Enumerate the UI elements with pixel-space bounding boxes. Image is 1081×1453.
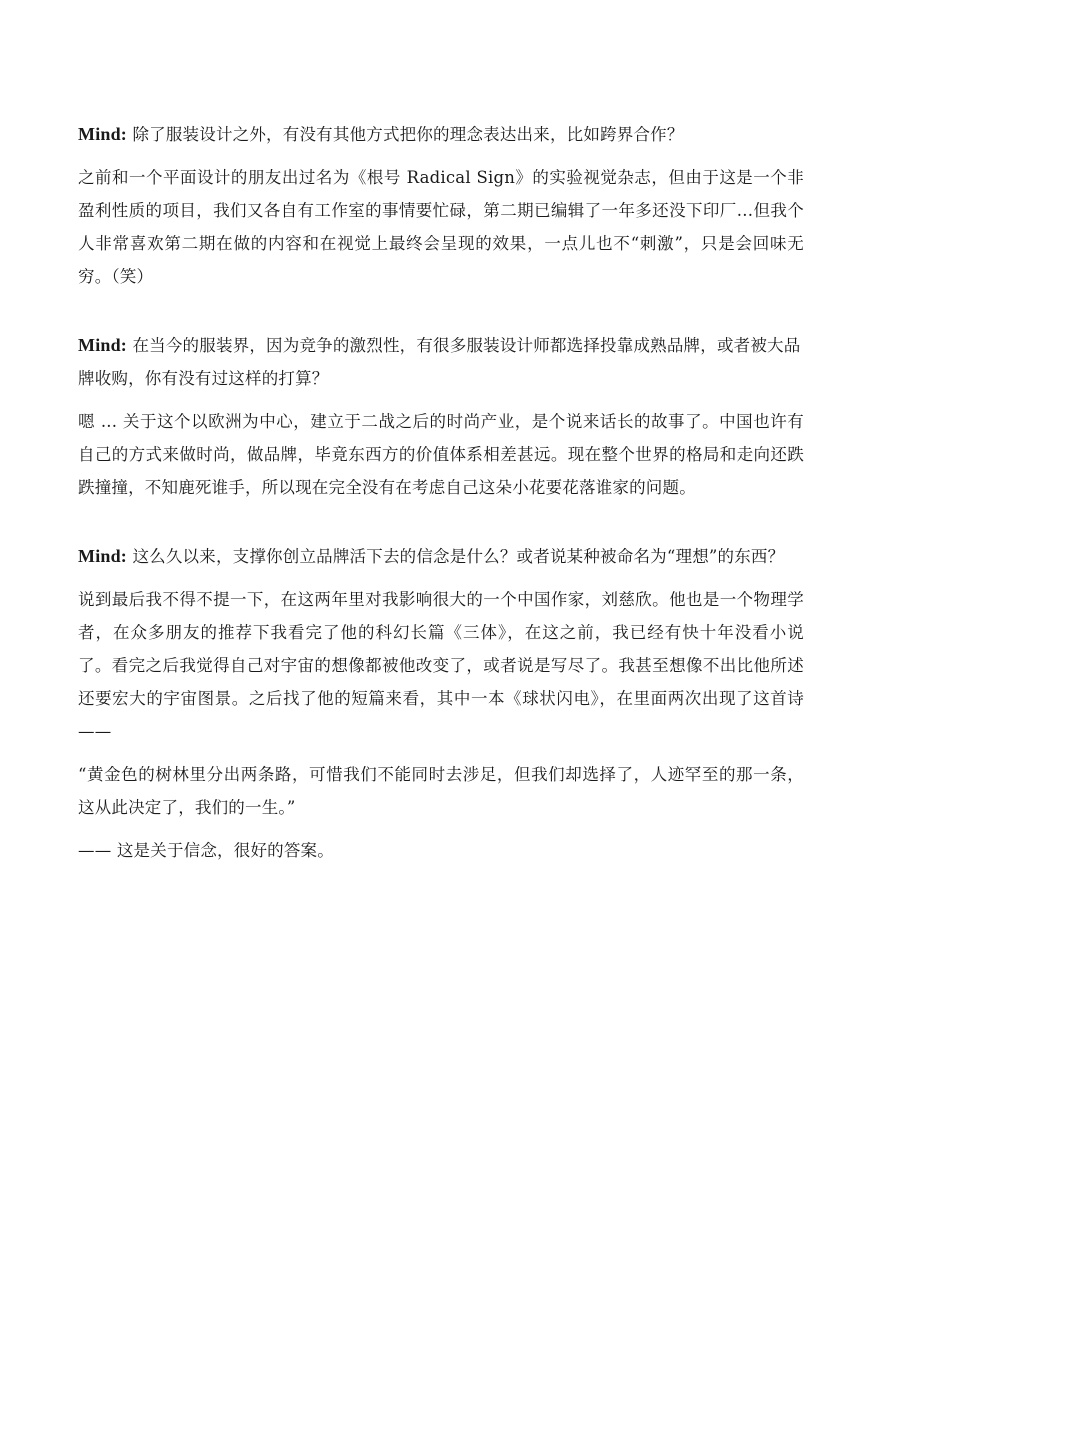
spacer: [78, 303, 804, 329]
qa-block-2: [78, 329, 804, 504]
answer: 嗯 ... 关于这个以欧洲为中心，建立于二战之后的时尚产业，是个说来话长的故事了。中国也许有自己的方式来做时尚，做品牌，毕竟东西方的价值体系相差甚远。现在整个世界的格局和走向还跌跌撞撞，不知鹿死谁手，所以现在完全没有在考虑自己这朵小花要花落谁家的问题。: [78, 412, 804, 497]
question-text: 除了服装设计之外，有没有其他方式把你的理念表达出来，比如跨界合作？: [127, 125, 684, 144]
poem-quote: “黄金色的树林里分出两条路，可惜我们不能同时去涉足，但我们却选择了，人迹罕至的那一条，这从此决定了，我们的一生。”: [78, 765, 804, 817]
question: [78, 329, 804, 395]
question-text: 这么久以来，支撑你创立品牌活下去的信念是什么？或者说某种被命名为“理想”的东西？: [127, 547, 785, 566]
question-label: Mind:: [78, 335, 128, 355]
question: [78, 118, 804, 151]
spacer: [78, 514, 804, 540]
question: [78, 540, 804, 573]
answer: 之前和一个平面设计的朋友出过名为《根号 Radical Sign》的实验视觉杂志，但由于这是一个非盈利性质的项目，我们又各自有工作室的事情要忙碌，第二期已编辑了一年多还没下印厂…但我个人非常喜欢第二期在做的内容和在视觉上最终会呈现的效果，一点儿也不“刺激”，只是会回味无穷。（笑）: [78, 168, 804, 286]
closing-line: —— 这是关于信念，很好的答案。: [78, 841, 334, 860]
article-body: [78, 118, 804, 867]
question-label: Mind:: [78, 124, 128, 144]
question-label: Mind:: [78, 546, 128, 566]
answer: 说到最后我不得不提一下，在这两年里对我影响很大的一个中国作家，刘慈欣。他也是一个物理学者，在众多朋友的推荐下我看完了他的科幻长篇《三体》，在这之前，我已经有快十年没看小说了。看完之后我觉得自己对宇宙的想像都被他改变了，或者说是写尽了。我甚至想像不出比他所述还要宏大的宇宙图景。之后找了他的短篇来看，其中一本《球状闪电》，在里面两次出现了这首诗 ——: [78, 590, 804, 741]
qa-block-1: [78, 118, 804, 293]
question-text: 在当今的服装界，因为竞争的激烈性，有很多服装设计师都选择投靠成熟品牌，或者被大品牌收购，你有没有过这样的打算？: [78, 336, 801, 388]
qa-block-3: [78, 540, 804, 867]
